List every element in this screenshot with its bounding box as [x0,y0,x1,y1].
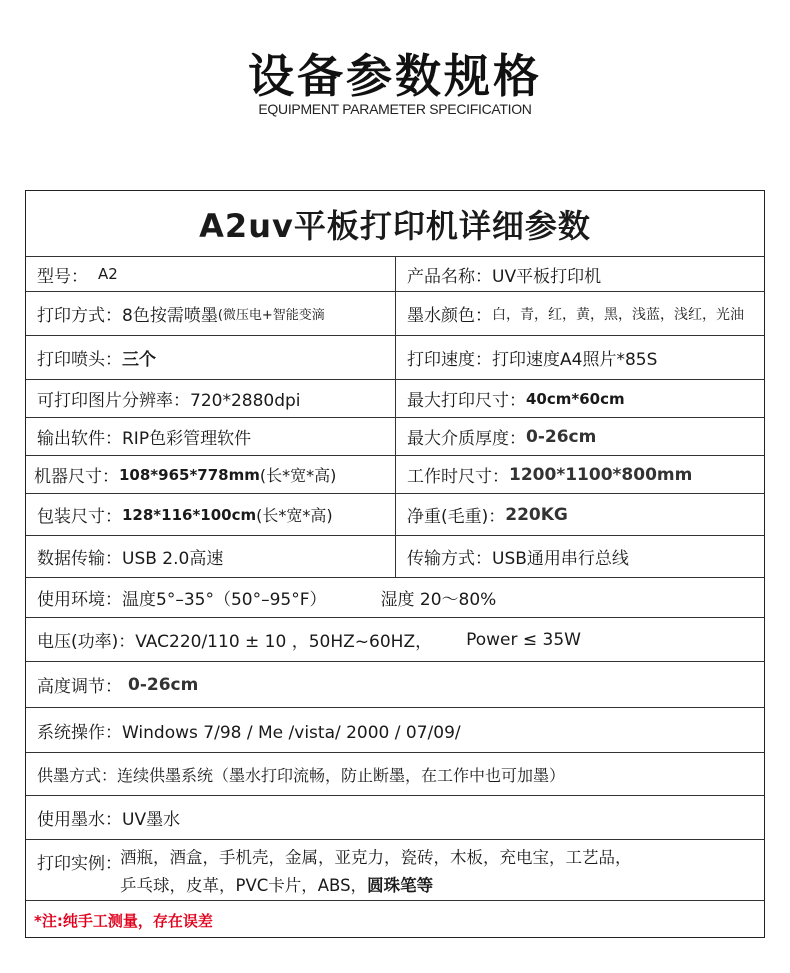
voltage-text: 电压(功率)：VAC220/110 ± 10 ，50HZ~60HZ， [37,632,433,652]
table-row [26,494,764,536]
table-row [26,336,764,380]
max-media-cell [395,418,764,455]
max-media-label: 最大介质厚度： [407,429,526,449]
ink-type-cell: 使用墨水：UV墨水 [37,810,181,830]
model-label: 型号： [37,266,88,287]
print-mode-label: 打印方式： [37,306,122,326]
examples-line-2-wrap [120,872,433,896]
net-weight-value: 220KG [505,504,568,525]
print-mode-note: (微压电+智能变滴 [217,308,325,323]
page-title: 设备参数规格 [248,49,542,103]
examples-label: 打印实例： [37,854,122,874]
spec-table [25,190,765,938]
table-row [26,380,764,418]
resolution-cell: 可打印图片分辨率：720*2880dpi [37,391,301,411]
table-row [26,292,764,336]
print-head-cell [26,336,395,379]
ink-color-cell [395,292,764,335]
work-size-value: 1200*1100*800mm [509,464,693,485]
max-print-size-value: 40cm*60cm [526,389,625,408]
voltage-cell [26,618,764,661]
height-value: 0-26cm [128,674,199,695]
table-row [26,456,764,494]
machine-size-unit: (长*宽*高) [259,466,337,485]
table-row [26,796,764,840]
work-size-cell [395,456,764,493]
ink-supply-cell: 供墨方式：连续供墨系统（墨水打印流畅，防止断墨，在工作中也可加墨） [37,765,566,785]
table-row [26,753,764,796]
print-mode-cell [26,292,395,335]
print-speed-cell: 打印速度：打印速度A4照片*85S [395,336,764,379]
software-cell: 输出软件：RIP色彩管理软件 [37,429,252,449]
package-size-value: 128*116*100cm [122,505,257,524]
net-weight-cell [395,494,764,535]
data-transfer-cell: 数据传输：USB 2.0高速 [37,549,224,569]
power-text: Power ≤ 35W [466,629,581,650]
machine-size-label: 机器尺寸： [34,467,119,487]
table-row [26,578,764,618]
transfer-mode-cell: 传输方式：USB通用串行总线 [395,536,764,577]
os-cell: 系统操作：Windows 7/98 / Me /vista/ 2000 / 07/09/ [37,722,461,743]
table-row [26,536,764,578]
table-title: A2uv平板打印机详细参数 [199,206,591,245]
table-row [26,662,764,708]
humidity-text: 湿度 20～80% [380,590,497,610]
table-row [26,257,764,292]
package-size-label: 包装尺寸： [37,507,122,527]
print-head-value: 三个 [122,350,156,370]
environment-text: 使用环境：温度5°–35°（50°–95°F） [37,590,327,610]
height-cell [26,662,764,707]
examples-cell [120,840,764,900]
max-print-size-label: 最大打印尺寸： [407,391,526,411]
table-row [26,901,764,939]
package-size-cell [26,494,395,535]
table-row [26,840,764,901]
page-subtitle: EQUIPMENT PARAMETER SPECIFICATION [258,101,532,117]
examples-line-2-bold: 圆珠笔等 [367,876,434,895]
max-media-value: 0-26cm [526,426,597,447]
net-weight-label: 净重(毛重)： [407,507,506,527]
table-row [26,618,764,662]
ink-color-label: 墨水颜色： [407,306,492,326]
environment-cell [26,578,764,617]
print-mode-value: 8色按需喷墨 [122,306,218,326]
machine-size-value: 108*965*778mm [119,465,260,484]
height-label: 高度调节： [37,677,122,697]
table-title-row [26,191,764,257]
table-row [26,708,764,753]
package-size-unit: (长*宽*高) [256,506,333,525]
product-name-cell: 产品名称：UV平板打印机 [395,257,764,291]
table-row [26,418,764,456]
max-print-size-cell [395,380,764,417]
examples-line-1: 酒瓶，酒盒，手机壳，金属，亚克力，瓷砖，木板，充电宝，工艺品， [120,848,632,867]
note-text: *注:纯手工测量，存在误差 [34,911,213,930]
work-size-label: 工作时尺寸： [407,467,509,487]
model-value: A2 [98,265,118,283]
print-head-label: 打印喷头： [37,350,122,370]
model-cell [26,257,395,291]
ink-color-value: 白，青，红，黄，黑，浅蓝，浅红，光油 [492,306,744,323]
examples-line-2: 乒乓球，皮革，PVC卡片，ABS， [120,876,368,895]
machine-size-cell [26,456,395,493]
